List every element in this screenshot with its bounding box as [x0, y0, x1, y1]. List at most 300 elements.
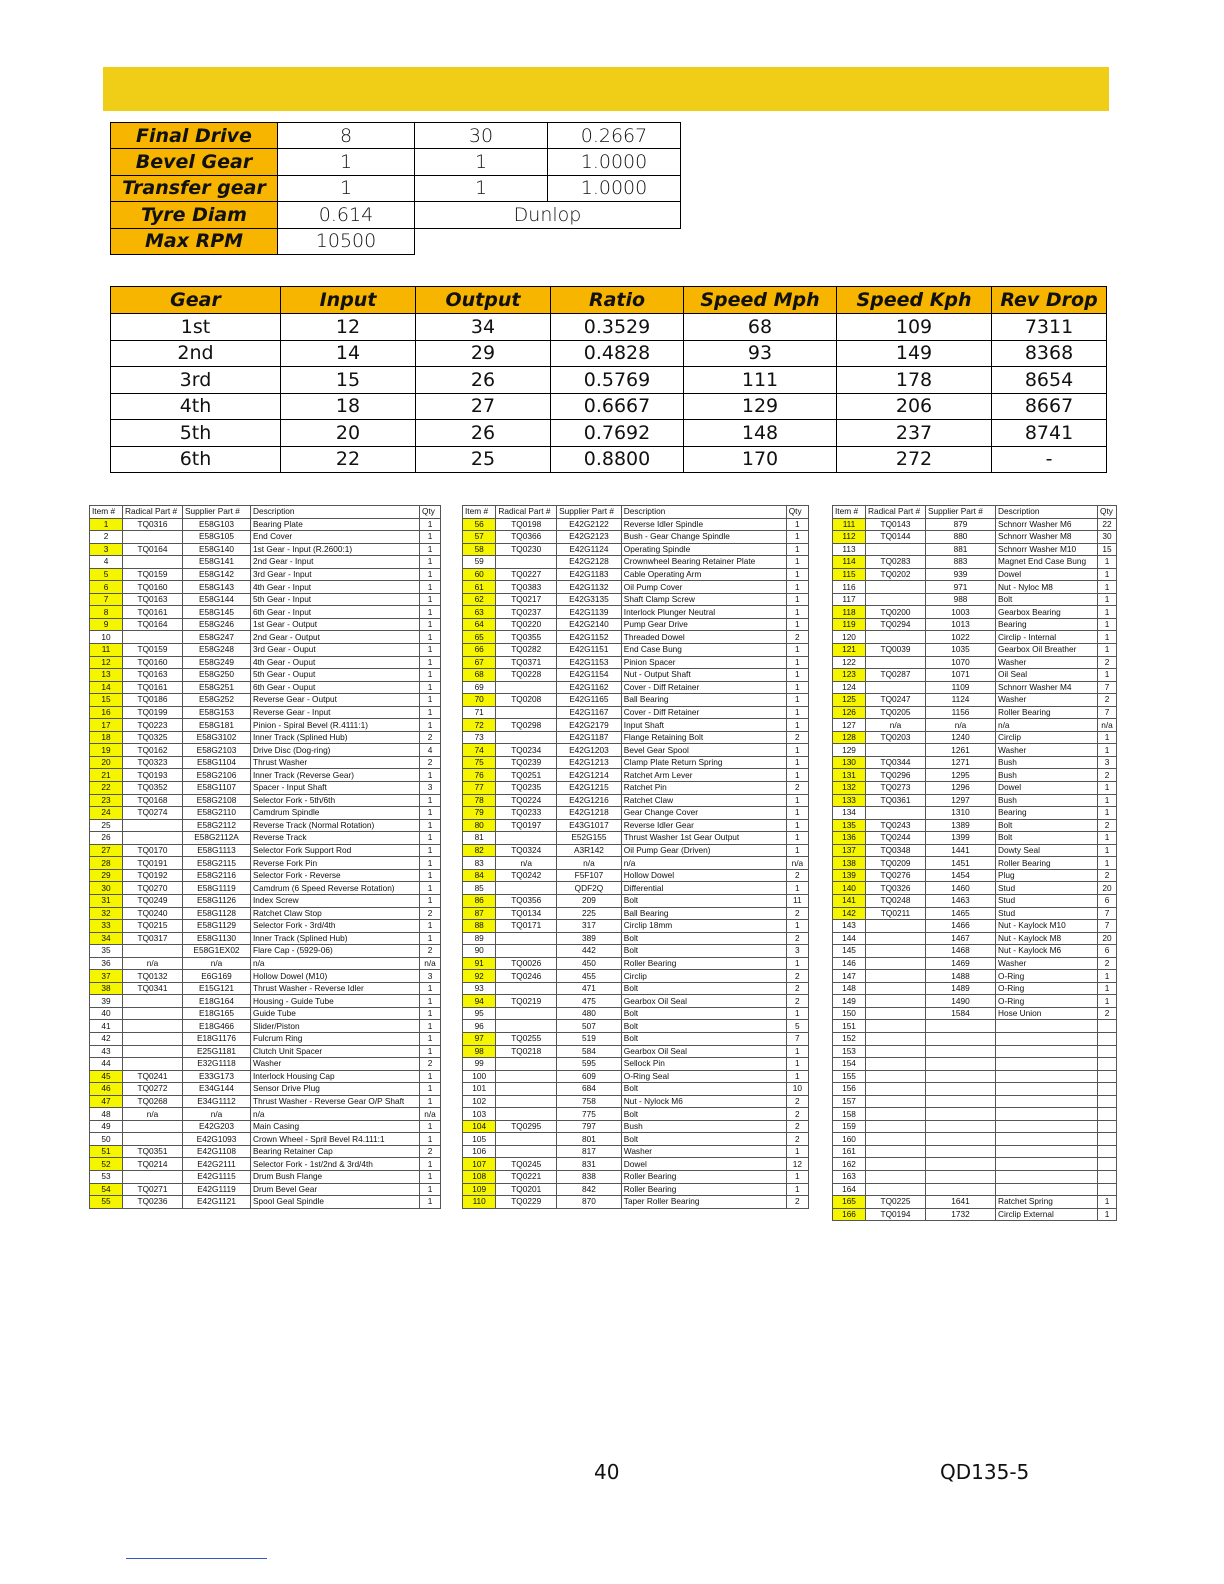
parts-cell: Selector Fork - 5th/6th: [251, 794, 420, 807]
parts-cell: E18G1176: [183, 1032, 251, 1045]
parts-cell: [866, 581, 926, 594]
parts-row: [463, 1095, 809, 1108]
parts-cell: 831: [557, 1158, 622, 1171]
parts-cell: E42G1152: [557, 631, 622, 644]
parts-row: [833, 1007, 1117, 1020]
parts-cell: 1: [420, 995, 441, 1008]
parts-cell: [123, 1058, 183, 1071]
parts-cell: 108: [463, 1170, 496, 1183]
parts-cell: [1098, 1170, 1117, 1183]
parts-row: [833, 945, 1117, 958]
parts-cell: 154: [833, 1058, 866, 1071]
parts-row: [463, 782, 809, 795]
parts-cell: 46: [90, 1083, 123, 1096]
parts-cell: TQ0203: [866, 731, 926, 744]
gear-cell: 206: [837, 393, 992, 420]
parts-cell: E42G1121: [183, 1196, 251, 1209]
parts-cell: 1465: [926, 907, 996, 920]
parts-cell: TQ0208: [496, 694, 557, 707]
parts-cell: E42G1162: [557, 681, 622, 694]
parts-cell: Fulcrum Ring: [251, 1032, 420, 1045]
parts-cell: [866, 631, 926, 644]
parts-cell: 1: [786, 568, 808, 581]
parts-cell: [1098, 1183, 1117, 1196]
parts-cell: 1641: [926, 1196, 996, 1209]
parts-cell: [996, 1133, 1098, 1146]
parts-cell: [496, 1095, 557, 1108]
parts-cell: TQ0214: [123, 1158, 183, 1171]
parts-cell: Bolt: [621, 932, 786, 945]
parts-cell: 47: [90, 1095, 123, 1108]
parts-cell: [496, 1083, 557, 1096]
parts-cell: 82: [463, 844, 496, 857]
parts-cell: 1310: [926, 807, 996, 820]
parts-cell: E58G140: [183, 543, 251, 556]
parts-cell: E42G2111: [183, 1158, 251, 1171]
parts-cell: TQ0323: [123, 756, 183, 769]
parts-cell: Shaft Clamp Screw: [621, 593, 786, 606]
parts-cell: 1: [786, 1007, 808, 1020]
parts-cell: Oil Seal: [996, 669, 1098, 682]
parts-cell: Roller Bearing: [996, 857, 1098, 870]
parts-row: [833, 920, 1117, 933]
parts-row: [833, 769, 1117, 782]
parts-cell: TQ0132: [123, 970, 183, 983]
parts-cell: TQ0244: [866, 832, 926, 845]
parts-cell: E42G1115: [183, 1170, 251, 1183]
parts-cell: 480: [557, 1007, 622, 1020]
parts-row: [833, 819, 1117, 832]
parts-row: [463, 606, 809, 619]
parts-cell: 1: [1098, 568, 1117, 581]
parts-row: [90, 756, 441, 769]
parts-cell: E42G1153: [557, 656, 622, 669]
parts-cell: Drive Disc (Dog-ring): [251, 744, 420, 757]
parts-cell: 1488: [926, 970, 996, 983]
parts-cell: Stud: [996, 882, 1098, 895]
parts-cell: 129: [833, 744, 866, 757]
parts-row: [90, 1183, 441, 1196]
parts-cell: E42G1139: [557, 606, 622, 619]
parts-row: [463, 769, 809, 782]
gear-col-header: Input: [281, 287, 416, 314]
parts-cell: 519: [557, 1032, 622, 1045]
parts-cell: Bolt: [621, 1108, 786, 1121]
parts-row: [463, 581, 809, 594]
parts-cell: TQ0366: [496, 531, 557, 544]
parts-cell: 1: [786, 669, 808, 682]
max-rpm-value: 10500: [278, 228, 415, 254]
parts-cell: 1013: [926, 618, 996, 631]
parts-cell: E43G1017: [557, 819, 622, 832]
parts-cell: [1098, 1032, 1117, 1045]
parts-row: [463, 819, 809, 832]
parts-cell: 83: [463, 857, 496, 870]
parts-cell: [866, 593, 926, 606]
parts-cell: 507: [557, 1020, 622, 1033]
config-row: [111, 149, 681, 175]
parts-row: [90, 618, 441, 631]
parts-cell: TQ0316: [123, 518, 183, 531]
parts-cell: 12: [786, 1158, 808, 1171]
parts-cell: Ratchet Spring: [996, 1196, 1098, 1209]
parts-cell: [926, 1032, 996, 1045]
parts-cell: Crownwheel Bearing Retainer Plate: [621, 556, 786, 569]
parts-cell: 109: [463, 1183, 496, 1196]
parts-cell: 1: [1098, 744, 1117, 757]
gear-cell: 272: [837, 446, 992, 473]
parts-cell: 122: [833, 656, 866, 669]
parts-cell: 2: [786, 995, 808, 1008]
parts-cell: [996, 1095, 1098, 1108]
parts-cell: 29: [90, 869, 123, 882]
parts-cell: n/a: [496, 857, 557, 870]
parts-cell: 1: [1098, 731, 1117, 744]
parts-cell: F5F107: [557, 869, 622, 882]
parts-cell: Differential: [621, 882, 786, 895]
parts-row: [90, 945, 441, 958]
parts-cell: 2: [786, 731, 808, 744]
parts-cell: n/a: [1098, 719, 1117, 732]
parts-cell: TQ0246: [496, 970, 557, 983]
parts-cell: E18G164: [183, 995, 251, 1008]
parts-cell: TQ0352: [123, 782, 183, 795]
parts-cell: 1: [420, 618, 441, 631]
parts-row: [463, 1145, 809, 1158]
parts-cell: 1109: [926, 681, 996, 694]
parts-cell: [496, 945, 557, 958]
parts-cell: 110: [463, 1196, 496, 1209]
parts-cell: [1098, 1108, 1117, 1121]
gear-cell: -: [992, 446, 1107, 473]
parts-cell: 1584: [926, 1007, 996, 1020]
parts-cell: TQ0168: [123, 794, 183, 807]
parts-row: [90, 1108, 441, 1121]
parts-row: [90, 669, 441, 682]
parts-cell: 971: [926, 581, 996, 594]
parts-cell: 120: [833, 631, 866, 644]
parts-cell: 165: [833, 1196, 866, 1209]
parts-cell: 103: [463, 1108, 496, 1121]
parts-cell: 455: [557, 970, 622, 983]
parts-cell: 66: [463, 644, 496, 657]
parts-cell: [926, 1095, 996, 1108]
gear-cell: 237: [837, 420, 992, 447]
parts-cell: TQ0194: [866, 1208, 926, 1221]
parts-cell: Bolt: [621, 1007, 786, 1020]
parts-row: [833, 1058, 1117, 1071]
config-label: Bevel Gear: [111, 149, 278, 175]
parts-cell: 1: [1098, 618, 1117, 631]
parts-cell: 450: [557, 957, 622, 970]
parts-cell: 475: [557, 995, 622, 1008]
gear-cell: 170: [684, 446, 837, 473]
parts-cell: 2: [420, 945, 441, 958]
parts-cell: Camdrum (6 Speed Reverse Rotation): [251, 882, 420, 895]
gear-row: [111, 446, 1107, 473]
config-value: 1: [415, 149, 548, 175]
parts-cell: 1: [420, 807, 441, 820]
parts-cell: E42G2140: [557, 618, 622, 631]
parts-cell: 3: [1098, 756, 1117, 769]
parts-cell: TQ0205: [866, 706, 926, 719]
parts-cell: 3rd Gear - Input: [251, 568, 420, 581]
parts-cell: 1: [786, 794, 808, 807]
parts-cell: 1071: [926, 669, 996, 682]
parts-cell: TQ0383: [496, 581, 557, 594]
parts-cell: [866, 744, 926, 757]
parts-cell: n/a: [621, 857, 786, 870]
parts-cell: 1: [420, 1196, 441, 1209]
parts-cell: 25: [90, 819, 123, 832]
parts-cell: 84: [463, 869, 496, 882]
parts-row: [833, 656, 1117, 669]
parts-cell: TQ0163: [123, 669, 183, 682]
parts-row: [463, 744, 809, 757]
parts-cell: O-Ring: [996, 982, 1098, 995]
parts-cell: E58G2115: [183, 857, 251, 870]
parts-cell: TQ0192: [123, 869, 183, 882]
parts-cell: TQ0162: [123, 744, 183, 757]
parts-cell: TQ0225: [866, 1196, 926, 1209]
gear-cell: 8368: [992, 340, 1107, 367]
parts-cell: 1: [420, 1170, 441, 1183]
parts-cell: 1: [1098, 970, 1117, 983]
parts-cell: E58G105: [183, 531, 251, 544]
parts-row: [90, 706, 441, 719]
gear-cell: 4th: [111, 393, 281, 420]
parts-cell: 76: [463, 769, 496, 782]
parts-cell: TQ0317: [123, 932, 183, 945]
parts-cell: 89: [463, 932, 496, 945]
parts-cell: E42G2122: [557, 518, 622, 531]
parts-cell: 155: [833, 1070, 866, 1083]
parts-cell: 1124: [926, 694, 996, 707]
parts-cell: 1: [420, 794, 441, 807]
parts-row: [90, 1070, 441, 1083]
parts-cell: TQ0274: [123, 807, 183, 820]
parts-cell: 1: [420, 1032, 441, 1045]
parts-cell: TQ0161: [123, 681, 183, 694]
gear-cell: 22: [281, 446, 416, 473]
parts-cell: 1: [1098, 556, 1117, 569]
parts-row: [463, 1108, 809, 1121]
parts-cell: 1451: [926, 857, 996, 870]
parts-cell: 140: [833, 882, 866, 895]
parts-cell: TQ0270: [123, 882, 183, 895]
gear-cell: 26: [416, 420, 551, 447]
page-number: 40: [594, 1460, 620, 1484]
parts-cell: 775: [557, 1108, 622, 1121]
parts-cell: n/a: [786, 857, 808, 870]
parts-cell: Washer: [251, 1058, 420, 1071]
parts-cell: 6: [1098, 894, 1117, 907]
parts-cell: Camdrum Spindle: [251, 807, 420, 820]
parts-cell: [996, 1070, 1098, 1083]
parts-cell: TQ0164: [123, 618, 183, 631]
gear-cell: 0.5769: [551, 367, 684, 394]
parts-row: [90, 1007, 441, 1020]
parts-row: [90, 970, 441, 983]
parts-row: [90, 832, 441, 845]
config-label: Transfer gear: [111, 175, 278, 201]
parts-cell: 75: [463, 756, 496, 769]
parts-cell: 225: [557, 907, 622, 920]
parts-row: [90, 744, 441, 757]
parts-cell: Ratchet Arm Lever: [621, 769, 786, 782]
parts-cell: 1st Gear - Input (R.2600:1): [251, 543, 420, 556]
parts-cell: Inner Track (Splined Hub): [251, 731, 420, 744]
parts-cell: E58G1104: [183, 756, 251, 769]
parts-cell: 801: [557, 1133, 622, 1146]
parts-cell: E58G1128: [183, 907, 251, 920]
parts-cell: 1469: [926, 957, 996, 970]
parts-cell: Bolt: [621, 1032, 786, 1045]
parts-row: [90, 606, 441, 619]
parts-cell: [926, 1083, 996, 1096]
parts-cell: 1399: [926, 832, 996, 845]
parts-cell: 1: [786, 832, 808, 845]
parts-cell: [123, 1120, 183, 1133]
parts-cell: 2: [786, 1120, 808, 1133]
parts-cell: 96: [463, 1020, 496, 1033]
parts-row: [833, 907, 1117, 920]
parts-cell: Index Screw: [251, 894, 420, 907]
parts-cell: TQ0160: [123, 581, 183, 594]
parts-cell: 31: [90, 894, 123, 907]
parts-cell: E15G121: [183, 982, 251, 995]
parts-cell: 1: [786, 1145, 808, 1158]
parts-cell: TQ0220: [496, 618, 557, 631]
gear-cell: 149: [837, 340, 992, 367]
parts-row: [90, 794, 441, 807]
gear-cell: 8667: [992, 393, 1107, 420]
parts-cell: 134: [833, 807, 866, 820]
parts-row: [463, 970, 809, 983]
parts-cell: [496, 706, 557, 719]
parts-cell: Bolt: [621, 1133, 786, 1146]
parts-cell: 1: [786, 681, 808, 694]
parts-row: [463, 518, 809, 531]
gear-cell: 0.3529: [551, 314, 684, 341]
parts-cell: Reverse Track (Normal Rotation): [251, 819, 420, 832]
parts-cell: [123, 1007, 183, 1020]
parts-cell: TQ0217: [496, 593, 557, 606]
parts-cell: 79: [463, 807, 496, 820]
tyre-brand-value: Dunlop: [415, 202, 681, 228]
parts-row: [90, 719, 441, 732]
parts-cell: [926, 1145, 996, 1158]
parts-cell: E58G153: [183, 706, 251, 719]
parts-cell: Gearbox Oil Breather: [996, 644, 1098, 657]
parts-cell: [996, 1158, 1098, 1171]
parts-row: [463, 719, 809, 732]
parts-cell: 2: [420, 731, 441, 744]
parts-row: [833, 869, 1117, 882]
parts-cell: 56: [463, 518, 496, 531]
parts-table-3: [832, 505, 1117, 1221]
parts-row: [463, 882, 809, 895]
parts-cell: 32: [90, 907, 123, 920]
parts-cell: 14: [90, 681, 123, 694]
parts-cell: O-Ring: [996, 970, 1098, 983]
parts-cell: 2nd Gear - Output: [251, 631, 420, 644]
parts-cell: 1: [420, 1070, 441, 1083]
parts-cell: 5: [90, 568, 123, 581]
parts-cell: 19: [90, 744, 123, 757]
parts-cell: 15: [90, 694, 123, 707]
parts-cell: 1296: [926, 782, 996, 795]
parts-row: [90, 844, 441, 857]
parts-cell: O-Ring: [996, 995, 1098, 1008]
parts-cell: 81: [463, 832, 496, 845]
parts-cell: TQ0197: [496, 819, 557, 832]
parts-cell: n/a: [557, 857, 622, 870]
parts-cell: 1070: [926, 656, 996, 669]
parts-cell: [1098, 1145, 1117, 1158]
parts-cell: TQ0324: [496, 844, 557, 857]
parts-cell: Thrust Washer 1st Gear Output: [621, 832, 786, 845]
parts-cell: 149: [833, 995, 866, 1008]
parts-cell: 1: [786, 1183, 808, 1196]
parts-cell: 595: [557, 1058, 622, 1071]
parts-cell: Pinion Spacer: [621, 656, 786, 669]
parts-cell: n/a: [996, 719, 1098, 732]
parts-cell: E42G1124: [557, 543, 622, 556]
parts-cell: E58G141: [183, 556, 251, 569]
parts-cell: Selector Fork - 1st/2nd & 3rd/4th: [251, 1158, 420, 1171]
parts-cell: 102: [463, 1095, 496, 1108]
parts-cell: [123, 995, 183, 1008]
parts-row: [90, 1170, 441, 1183]
parts-cell: TQ0298: [496, 719, 557, 732]
parts-cell: 143: [833, 920, 866, 933]
parts-cell: [123, 631, 183, 644]
parts-cell: n/a: [251, 1108, 420, 1121]
parts-cell: [866, 1108, 926, 1121]
parts-cell: 48: [90, 1108, 123, 1121]
parts-cell: 6: [1098, 945, 1117, 958]
parts-row: [90, 593, 441, 606]
parts-row: [833, 1208, 1117, 1221]
parts-cell: 1: [786, 719, 808, 732]
parts-cell: Nut - Kaylock M6: [996, 945, 1098, 958]
gear-cell: 6th: [111, 446, 281, 473]
parts-cell: Bush - Gear Change Spindle: [621, 531, 786, 544]
parts-cell: [496, 1020, 557, 1033]
gear-cell: 178: [837, 367, 992, 394]
parts-cell: 1: [786, 844, 808, 857]
parts-row: [833, 531, 1117, 544]
parts-cell: 1: [786, 819, 808, 832]
parts-cell: 6th Gear - Input: [251, 606, 420, 619]
parts-cell: n/a: [420, 1108, 441, 1121]
parts-row: [833, 669, 1117, 682]
parts-cell: 2: [1098, 869, 1117, 882]
parts-cell: [1098, 1058, 1117, 1071]
parts-cell: TQ0159: [123, 644, 183, 657]
parts-cell: Sellock Pin: [621, 1058, 786, 1071]
parts-row: [90, 807, 441, 820]
parts-cell: TQ0276: [866, 869, 926, 882]
parts-cell: 67: [463, 656, 496, 669]
parts-cell: Bolt: [621, 1020, 786, 1033]
config-row: [111, 228, 681, 254]
parts-cell: TQ0241: [123, 1070, 183, 1083]
parts-cell: 209: [557, 894, 622, 907]
parts-col-header: Item #: [90, 506, 123, 519]
config-row: [111, 123, 681, 149]
